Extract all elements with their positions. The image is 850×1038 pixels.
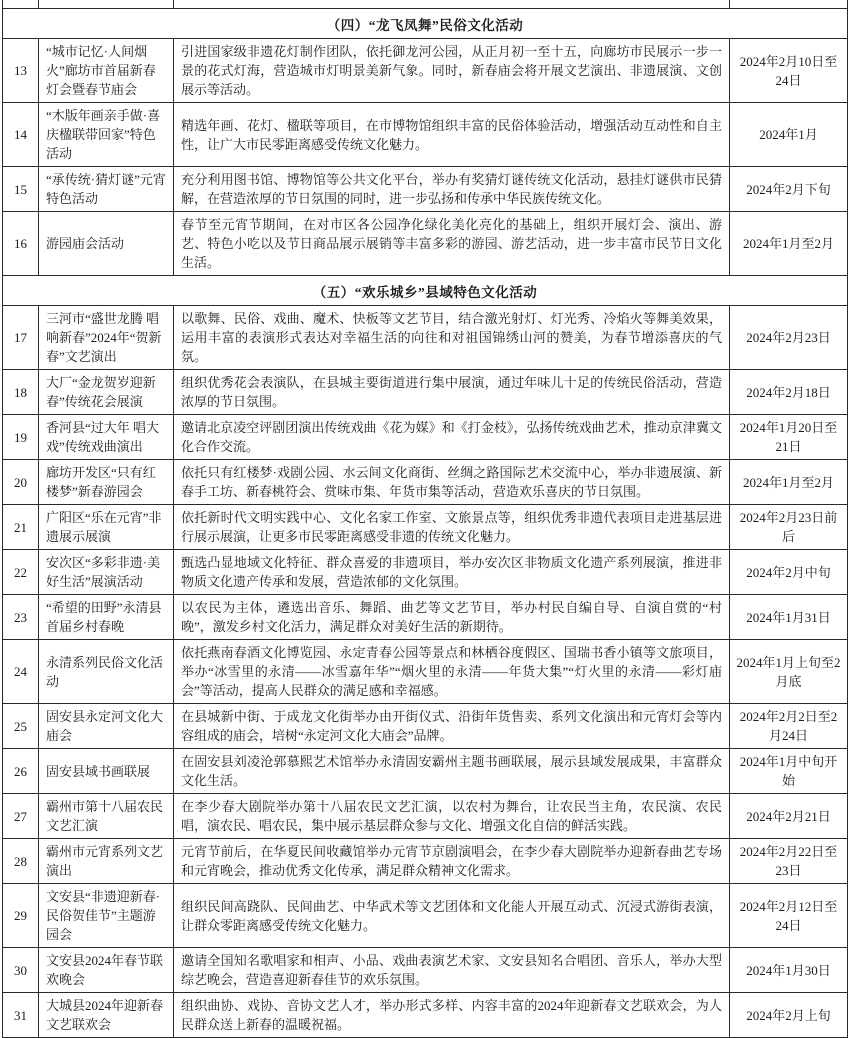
- num-text: 14: [14, 127, 27, 142]
- name-text: 霸州市元宵系列文艺演出: [46, 844, 164, 878]
- cell-date: [730, 212, 847, 275]
- cell-desc: [174, 460, 730, 504]
- desc-text: 邀请全国知名歌唱家和相声、小品、戏曲表演艺术家、文安县知名合唱团、音乐人，举办大型综艺晚会，营造喜迎新春佳节的欢乐氛围。: [181, 953, 722, 987]
- num-text: 29: [14, 908, 27, 923]
- cell-date: [730, 884, 847, 947]
- date-text: 2024年1月31日: [746, 609, 831, 625]
- name-text: 大厂“金龙贺岁迎新春”传统花会展演: [46, 375, 156, 409]
- cell-num: [3, 794, 39, 838]
- desc-text: 精选年画、花灯、楹联等项目，在市博物馆组织丰富的民俗体验活动，增强活动互动性和自主性，让广大市民零距离感受传统文化魅力。: [181, 117, 722, 152]
- desc-text: 元宵节前后，在华夏民间收藏馆举办元宵节京剧演唱会，在李少春大剧院举办迎新春曲艺专场和元宵晚会，推动优秀文化传承，满足群众精神文化需求。: [181, 844, 722, 878]
- table-row: [3, 460, 847, 505]
- date-text: 2024年2月下旬: [746, 181, 831, 197]
- cell-date: [730, 415, 847, 459]
- cell-date: [730, 948, 847, 992]
- table-row: [3, 640, 847, 704]
- table-row: [3, 595, 847, 640]
- date-text: 2024年1月20日至21日: [739, 420, 838, 454]
- desc-text: 在固安县刘凌沧郭慕熙艺术馆举办永清固安霸州主题书画联展，展示县域发展成果，丰富群众文化生活。: [181, 754, 722, 788]
- num-text: 20: [14, 474, 27, 490]
- table-row: [3, 749, 847, 794]
- date-text: 2024年2月12日至24日: [739, 898, 838, 933]
- name-text: “承传统·猜灯谜”元宵特色活动: [46, 172, 166, 206]
- date-text: 2024年1月至2月: [742, 236, 834, 251]
- cell-num: [3, 103, 39, 166]
- cell-date: [730, 39, 847, 102]
- cell-name: [39, 370, 174, 414]
- cell-name: [39, 595, 174, 639]
- cell-desc: [174, 550, 730, 594]
- name-text: 文安县2024年春节联欢晚会: [46, 953, 164, 987]
- cell-name: [39, 640, 174, 703]
- table-row: [3, 415, 847, 460]
- cell-date: [730, 505, 847, 549]
- cell-name: [39, 794, 174, 838]
- num-text: 25: [14, 718, 27, 734]
- cell-name: [39, 103, 174, 166]
- num-text: 23: [14, 609, 27, 625]
- cell-num: [3, 370, 39, 414]
- date-text: 2024年2月23日前后: [739, 510, 838, 544]
- cell-num: [3, 505, 39, 549]
- cell-desc: [174, 370, 730, 414]
- cell-name: [39, 460, 174, 504]
- desc-text: 依托新时代文明实践中心、文化名家工作室、文旅景点等，组织优秀非遗代表项目走进基层进行展示展演，让更多市民零距离感受非遗的传统文化魅力。: [181, 510, 722, 544]
- cell-desc: [174, 640, 730, 703]
- cell-desc: [174, 39, 730, 102]
- cell-name: [39, 39, 174, 102]
- cell-name: [39, 839, 174, 883]
- num-text: 13: [14, 63, 27, 78]
- table-row: [3, 794, 847, 839]
- date-text: 2024年1月: [759, 127, 818, 142]
- desc-text: 以农民为主体，遴选出音乐、舞蹈、曲艺等文艺节目，举办村民自编自导、自演自赏的“村晚”，激发乡村文化活力，满足群众对美好生活的新期待。: [181, 600, 722, 634]
- table-row: [3, 370, 847, 415]
- cell-num: [3, 595, 39, 639]
- table-row: [3, 306, 847, 370]
- desc-text: 春节至元宵节期间，在对市区各公园净化绿化美化亮化的基础上，组织开展灯会、演出、游艺、特色小吃以及节日商品展示展销等丰富多彩的游园、游艺活动，进一步丰富市民节日文化生活。: [181, 217, 722, 270]
- cell-name: [39, 993, 174, 1037]
- cell-desc: [174, 948, 730, 992]
- desc-text: 在李少春大剧院举办第十八届农民文艺汇演，以农村为舞台，让农民当主角，农民演、农民唱，演农民、唱农民，集中展示基层群众参与文化、增强文化自信的鲜活实践。: [181, 799, 722, 833]
- cell-num: [3, 212, 39, 275]
- num-text: 24: [14, 664, 27, 679]
- date-text: 2024年1月上旬至2月底: [736, 654, 841, 689]
- name-text: 大城县2024年迎新春文艺联欢会: [46, 998, 164, 1032]
- cell-desc: [174, 839, 730, 883]
- cell-date: [730, 460, 847, 504]
- table-row: [3, 993, 847, 1038]
- table-row: [3, 505, 847, 550]
- table-row: [3, 167, 847, 212]
- cell-name: [39, 749, 174, 793]
- name-text: “希望的田野”永清县首届乡村春晚: [46, 600, 162, 634]
- table-row: [3, 103, 847, 167]
- desc-text: 组织优秀花会表演队，在县城主要街道进行集中展演，通过年味儿十足的传统民俗活动，营造浓厚的节日氛围。: [181, 375, 722, 409]
- name-text: 广阳区“乐在元宵”非遗展示展演: [46, 510, 162, 544]
- num-text: 18: [14, 384, 27, 400]
- num-text: 30: [14, 962, 27, 978]
- section-header: [3, 276, 847, 306]
- cell-date: [730, 0, 847, 8]
- cell-num: [3, 640, 39, 703]
- desc-text: 以歌舞、民俗、戏曲、魔术、快板等文艺节目，结合激光射灯、灯光秀、冷焰火等舞美效果，运用丰富的表演形式表达对幸福生活的向往和对祖国锦绣山河的赞美，为春节增添喜庆的气氛。: [181, 311, 722, 364]
- date-text: 2024年1月中旬开始: [739, 754, 838, 788]
- cell-num: [3, 884, 39, 947]
- cell-name: [39, 704, 174, 748]
- section-title: （五）“欢乐城乡”县域特色文化活动: [312, 285, 538, 300]
- activities-table: [2, 0, 848, 1038]
- cell-num: [3, 39, 39, 102]
- desc-text: 邀请北京凌空评剧团演出传统戏曲《花为媒》和《打金枝》，弘扬传统戏曲艺术，推动京津冀文化合作交流。: [181, 420, 722, 454]
- num-text: 17: [14, 330, 27, 345]
- cell-num: [3, 415, 39, 459]
- name-text: 安次区“多彩非遗·美好生活”展演活动: [46, 555, 161, 589]
- cell-name: [39, 884, 174, 947]
- table-row: [3, 550, 847, 595]
- document-page: [2, 0, 848, 1038]
- num-text: 15: [14, 181, 27, 197]
- desc-text: 甄选凸显地域文化特征、群众喜爱的非遗项目，举办安次区非物质文化遗产系列展演，推进非物质文化遗产传承和发展，营造浓郁的文化氛围。: [181, 555, 722, 589]
- cell-name: [39, 306, 174, 369]
- cell-desc: [174, 993, 730, 1037]
- cell-desc: [174, 415, 730, 459]
- section-title: （四）“龙飞凤舞”民俗文化活动: [326, 18, 524, 33]
- partial-row-top: [3, 0, 847, 9]
- cell-desc: [174, 212, 730, 275]
- name-text: 霸州市第十八届农民文艺汇演: [46, 799, 164, 833]
- date-text: 2024年2月中旬: [746, 564, 831, 580]
- num-text: 28: [14, 853, 27, 869]
- cell-date: [730, 640, 847, 703]
- table-row: [3, 839, 847, 884]
- cell-name: [39, 0, 174, 8]
- cell-date: [730, 103, 847, 166]
- table-row: [3, 212, 847, 276]
- name-text: 游园庙会活动: [46, 236, 125, 251]
- cell-num: [3, 839, 39, 883]
- cell-desc: [174, 306, 730, 369]
- desc-text: 依托只有红楼梦·戏剧公园、水云间文化商街、丝绸之路国际艺术交流中心，举办非遗展演、新春手工坊、新春桃符会、赏味市集、年货市集等活动，营造欢乐喜庆的节日氛围。: [181, 465, 722, 499]
- name-text: “城市记忆·人间烟火”廊坊市首届新春灯会暨春节庙会: [46, 44, 156, 97]
- cell-date: [730, 839, 847, 883]
- num-text: 19: [14, 429, 27, 445]
- cell-num: [3, 550, 39, 594]
- name-text: 廊坊开发区“只有红楼梦”新春游园会: [46, 465, 156, 499]
- date-text: 2024年2月10日至24日: [739, 53, 838, 88]
- cell-num: [3, 0, 39, 8]
- desc-text: 引进国家级非遗花灯制作团队，依托御龙河公园，从正月初一至十五，向廊坊市民展示一步一景的花式灯海，营造城市灯明景美新气象。同时，新春庙会将开展文艺演出、非遗展演、文创展示等活动。: [181, 44, 722, 97]
- name-text: 三河市“盛世龙腾 唱响新春”2024年“贺新春”文艺演出: [46, 311, 162, 364]
- cell-date: [730, 749, 847, 793]
- desc-text: 组织曲协、戏协、音协文艺人才，举办形式多样、内容丰富的2024年迎新春文艺联欢会，为人民群众送上新春的温暖祝福。: [181, 998, 722, 1032]
- cell-desc: [174, 749, 730, 793]
- date-text: 2024年2月18日: [746, 384, 831, 400]
- desc-text: 组织民间高跷队、民间曲艺、中华武术等文艺团体和文化能人开展互动式、沉浸式游街表演，让群众零距离感受传统文化魅力。: [181, 898, 722, 933]
- section-header: [3, 9, 847, 39]
- desc-text: 充分利用图书馆、博物馆等公共文化平台，举办有奖猜灯谜传统文化活动，悬挂灯谜供市民猜解，在营造浓厚的节日氛围的同时，进一步弘扬和传承中华民族传统文化。: [181, 172, 722, 206]
- cell-desc: [174, 0, 730, 8]
- date-text: 2024年2月2日至2月24日: [739, 709, 838, 743]
- cell-name: [39, 167, 174, 211]
- cell-num: [3, 704, 39, 748]
- name-text: 固安县永定河文化大庙会: [46, 709, 164, 743]
- cell-num: [3, 460, 39, 504]
- date-text: 2024年2月23日: [746, 330, 831, 345]
- cell-date: [730, 794, 847, 838]
- cell-num: [3, 749, 39, 793]
- num-text: 16: [14, 236, 27, 251]
- cell-date: [730, 306, 847, 369]
- cell-name: [39, 505, 174, 549]
- cell-num: [3, 948, 39, 992]
- table-row: [3, 884, 847, 948]
- desc-text: 依托燕南春酒文化博览园、永定青春公园等景点和林栖谷度假区、国瑞书香小镇等文旅项目，举办“冰雪里的永清——冰雪嘉年华”“烟火里的永清——年货大集”“灯火里的永清——彩灯庙会”等活动，提高人民群众的满足感和幸福感。: [181, 645, 722, 698]
- name-text: “木版年画亲手做·喜庆楹联带回家”特色活动: [46, 108, 161, 161]
- cell-date: [730, 167, 847, 211]
- cell-desc: [174, 595, 730, 639]
- cell-date: [730, 595, 847, 639]
- desc-text: 在县城新中街、于成龙文化街举办由开街仪式、沿街年货售卖、系列文化演出和元宵灯会等内容组成的庙会，培树“永定河文化大庙会”品牌。: [181, 709, 722, 743]
- cell-date: [730, 993, 847, 1037]
- cell-desc: [174, 794, 730, 838]
- date-text: 2024年1月30日: [746, 962, 831, 978]
- cell-desc: [174, 167, 730, 211]
- cell-num: [3, 993, 39, 1037]
- name-text: 文安县“非遗迎新春·民俗贺佳节”主题游园会: [46, 889, 161, 942]
- date-text: 2024年2月21日: [746, 808, 831, 824]
- name-text: 香河县“过大年 唱大戏”传统戏曲演出: [46, 420, 160, 454]
- cell-name: [39, 948, 174, 992]
- cell-desc: [174, 704, 730, 748]
- cell-name: [39, 550, 174, 594]
- table-row: [3, 704, 847, 749]
- cell-num: [3, 167, 39, 211]
- cell-date: [730, 370, 847, 414]
- name-text: 固安县域书画联展: [46, 763, 151, 779]
- cell-desc: [174, 505, 730, 549]
- cell-date: [730, 550, 847, 594]
- num-text: 26: [14, 763, 27, 779]
- date-text: 2024年2月22日至23日: [739, 844, 838, 878]
- cell-desc: [174, 103, 730, 166]
- cell-num: [3, 306, 39, 369]
- date-text: 2024年1月至2月: [742, 474, 834, 490]
- cell-name: [39, 212, 174, 275]
- num-text: 22: [14, 564, 27, 580]
- cell-name: [39, 415, 174, 459]
- name-text: 永清系列民俗文化活动: [46, 654, 164, 689]
- date-text: 2024年2月上旬: [746, 1007, 831, 1023]
- table-row: [3, 39, 847, 103]
- table-row: [3, 948, 847, 993]
- cell-date: [730, 704, 847, 748]
- num-text: 27: [14, 808, 27, 824]
- cell-desc: [174, 884, 730, 947]
- num-text: 31: [14, 1007, 27, 1023]
- num-text: 21: [14, 519, 27, 535]
